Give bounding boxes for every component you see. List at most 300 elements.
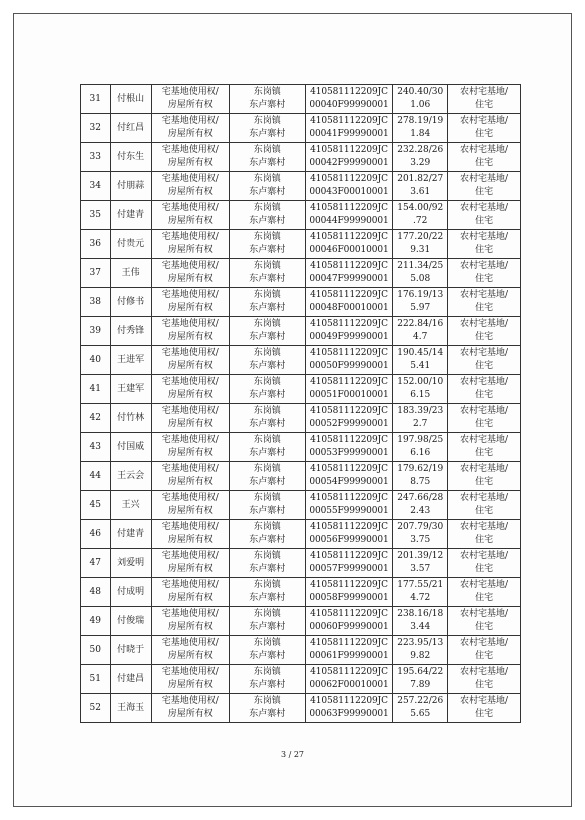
land-use-line-1: 农村宅基地/ xyxy=(460,493,509,503)
area-line-2: 5.08 xyxy=(410,274,431,284)
row-number-cell: 49 xyxy=(81,607,111,636)
parcel-code-cell xyxy=(305,375,393,404)
location-line-2: 东卢寨村 xyxy=(249,680,286,690)
location-line-1: 东岗镇 xyxy=(253,551,281,561)
location-line-1: 东岗镇 xyxy=(253,464,281,474)
area-line-1: 240.40/30 xyxy=(397,87,444,97)
parcel-code-cell xyxy=(305,404,393,433)
right-type-line-1: 宅基地使用权/ xyxy=(161,522,219,532)
right-type-line-2: 房屋所有权 xyxy=(167,680,213,690)
land-use-line-1: 农村宅基地/ xyxy=(460,348,509,358)
table-row xyxy=(81,607,521,636)
land-use-line-2: 住宅 xyxy=(475,564,494,574)
parcel-code-line-2: 00062F00010001 xyxy=(309,680,389,690)
land-use-line-1: 农村宅基地/ xyxy=(460,609,509,619)
right-type-cell xyxy=(151,694,229,723)
table-row xyxy=(81,549,521,578)
table-row xyxy=(81,85,521,114)
area-line-2: .72 xyxy=(413,216,428,226)
land-use-line-1: 农村宅基地/ xyxy=(460,377,509,387)
location-cell xyxy=(229,549,305,578)
area-line-2: 2.43 xyxy=(410,506,431,516)
area-cell xyxy=(393,578,448,607)
area-line-1: 207.79/30 xyxy=(397,522,444,532)
parcel-code-cell xyxy=(305,607,393,636)
owner-name-cell: 付国威 xyxy=(110,433,151,462)
parcel-code-line-2: 00056F99990001 xyxy=(309,535,389,545)
parcel-code-line-1: 410581112209JC xyxy=(310,174,388,184)
location-line-2: 东卢寨村 xyxy=(249,622,286,632)
land-use-line-2: 住宅 xyxy=(475,419,494,429)
parcel-code-line-1: 410581112209JC xyxy=(310,464,388,474)
owner-name-cell: 刘爱明 xyxy=(110,549,151,578)
location-line-2: 东卢寨村 xyxy=(249,274,286,284)
area-line-1: 177.20/22 xyxy=(397,232,444,242)
right-type-cell xyxy=(151,549,229,578)
location-line-2: 东卢寨村 xyxy=(249,332,286,342)
right-type-line-2: 房屋所有权 xyxy=(167,158,213,168)
parcel-code-cell xyxy=(305,317,393,346)
owner-name-cell: 王兴 xyxy=(110,491,151,520)
land-use-cell xyxy=(448,143,521,172)
parcel-code-cell xyxy=(305,172,393,201)
area-line-2: 4.7 xyxy=(413,332,428,342)
parcel-code-line-1: 410581112209JC xyxy=(310,348,388,358)
location-line-2: 东卢寨村 xyxy=(249,506,286,516)
owner-name-cell: 王云会 xyxy=(110,462,151,491)
land-use-line-1: 农村宅基地/ xyxy=(460,87,509,97)
location-line-1: 东岗镇 xyxy=(253,232,281,242)
land-use-cell xyxy=(448,549,521,578)
location-line-1: 东岗镇 xyxy=(253,493,281,503)
location-cell xyxy=(229,201,305,230)
parcel-code-line-2: 00058F99990001 xyxy=(309,593,389,603)
land-use-line-1: 农村宅基地/ xyxy=(460,435,509,445)
land-use-cell xyxy=(448,433,521,462)
area-cell xyxy=(393,346,448,375)
parcel-code-line-2: 00060F99990001 xyxy=(309,622,389,632)
parcel-code-line-1: 410581112209JC xyxy=(310,116,388,126)
location-line-1: 东岗镇 xyxy=(253,580,281,590)
land-use-line-2: 住宅 xyxy=(475,680,494,690)
land-use-cell xyxy=(448,346,521,375)
right-type-line-2: 房屋所有权 xyxy=(167,245,213,255)
owner-name-cell: 付俊瑞 xyxy=(110,607,151,636)
row-number-cell: 51 xyxy=(81,665,111,694)
right-type-line-2: 房屋所有权 xyxy=(167,506,213,516)
right-type-line-1: 宅基地使用权/ xyxy=(161,348,219,358)
owner-name-cell: 付晓于 xyxy=(110,636,151,665)
location-cell xyxy=(229,317,305,346)
location-cell xyxy=(229,288,305,317)
parcel-code-cell xyxy=(305,578,393,607)
right-type-line-2: 房屋所有权 xyxy=(167,709,213,719)
land-use-line-1: 农村宅基地/ xyxy=(460,696,509,706)
right-type-line-1: 宅基地使用权/ xyxy=(161,435,219,445)
location-cell xyxy=(229,172,305,201)
area-line-1: 176.19/13 xyxy=(397,290,444,300)
location-cell xyxy=(229,665,305,694)
right-type-cell xyxy=(151,114,229,143)
parcel-code-cell xyxy=(305,462,393,491)
location-line-1: 东岗镇 xyxy=(253,348,281,358)
right-type-line-2: 房屋所有权 xyxy=(167,129,213,139)
land-use-line-2: 住宅 xyxy=(475,129,494,139)
area-line-2: 3.44 xyxy=(410,622,431,632)
right-type-cell xyxy=(151,259,229,288)
right-type-line-1: 宅基地使用权/ xyxy=(161,493,219,503)
right-type-cell xyxy=(151,172,229,201)
table-row xyxy=(81,665,521,694)
area-line-2: 3.57 xyxy=(410,564,431,574)
right-type-cell xyxy=(151,375,229,404)
area-line-2: 4.72 xyxy=(410,593,431,603)
row-number-cell: 38 xyxy=(81,288,111,317)
land-use-line-1: 农村宅基地/ xyxy=(460,580,509,590)
owner-name-cell: 付建青 xyxy=(110,520,151,549)
table-row xyxy=(81,317,521,346)
land-use-cell xyxy=(448,259,521,288)
table-row xyxy=(81,578,521,607)
area-cell xyxy=(393,201,448,230)
land-use-cell xyxy=(448,404,521,433)
area-cell xyxy=(393,317,448,346)
parcel-code-cell xyxy=(305,491,393,520)
location-cell xyxy=(229,85,305,114)
registration-table xyxy=(80,84,521,723)
right-type-cell xyxy=(151,85,229,114)
owner-name-cell: 王伟 xyxy=(110,259,151,288)
land-use-cell xyxy=(448,694,521,723)
area-line-2: 7.89 xyxy=(410,680,431,690)
land-use-line-2: 住宅 xyxy=(475,187,494,197)
right-type-cell xyxy=(151,607,229,636)
area-line-2: 1.06 xyxy=(410,100,431,110)
parcel-code-cell xyxy=(305,230,393,259)
right-type-line-1: 宅基地使用权/ xyxy=(161,261,219,271)
right-type-cell xyxy=(151,665,229,694)
parcel-code-line-1: 410581112209JC xyxy=(310,522,388,532)
area-cell xyxy=(393,433,448,462)
owner-name-cell: 付根山 xyxy=(110,85,151,114)
parcel-code-line-1: 410581112209JC xyxy=(310,609,388,619)
owner-name-cell: 王海玉 xyxy=(110,694,151,723)
location-line-1: 东岗镇 xyxy=(253,87,281,97)
parcel-code-line-1: 410581112209JC xyxy=(310,203,388,213)
right-type-line-2: 房屋所有权 xyxy=(167,274,213,284)
parcel-code-cell xyxy=(305,346,393,375)
area-line-1: 257.22/26 xyxy=(397,696,444,706)
area-line-1: 154.00/92 xyxy=(397,203,444,213)
row-number-cell: 34 xyxy=(81,172,111,201)
table-row xyxy=(81,346,521,375)
location-line-2: 东卢寨村 xyxy=(249,593,286,603)
parcel-code-line-1: 410581112209JC xyxy=(310,667,388,677)
table-row xyxy=(81,462,521,491)
table-row xyxy=(81,259,521,288)
area-line-1: 177.55/21 xyxy=(397,580,444,590)
owner-name-cell: 付贵元 xyxy=(110,230,151,259)
parcel-code-line-2: 00046F00010001 xyxy=(309,245,389,255)
land-use-line-2: 住宅 xyxy=(475,477,494,487)
right-type-line-1: 宅基地使用权/ xyxy=(161,696,219,706)
right-type-line-1: 宅基地使用权/ xyxy=(161,87,219,97)
land-use-line-2: 住宅 xyxy=(475,274,494,284)
row-number-cell: 43 xyxy=(81,433,111,462)
location-cell xyxy=(229,346,305,375)
area-line-1: 201.82/27 xyxy=(397,174,444,184)
land-use-cell xyxy=(448,201,521,230)
land-use-cell xyxy=(448,578,521,607)
land-use-line-2: 住宅 xyxy=(475,709,494,719)
table-row xyxy=(81,694,521,723)
right-type-line-1: 宅基地使用权/ xyxy=(161,667,219,677)
table-row xyxy=(81,143,521,172)
right-type-line-1: 宅基地使用权/ xyxy=(161,232,219,242)
row-number-cell: 44 xyxy=(81,462,111,491)
table-row xyxy=(81,288,521,317)
parcel-code-cell xyxy=(305,433,393,462)
right-type-line-2: 房屋所有权 xyxy=(167,593,213,603)
right-type-line-1: 宅基地使用权/ xyxy=(161,464,219,474)
right-type-cell xyxy=(151,491,229,520)
owner-name-cell: 付建青 xyxy=(110,201,151,230)
parcel-code-line-2: 00063F99990001 xyxy=(309,709,389,719)
parcel-code-cell xyxy=(305,201,393,230)
area-cell xyxy=(393,694,448,723)
location-line-2: 东卢寨村 xyxy=(249,100,286,110)
row-number-cell: 41 xyxy=(81,375,111,404)
parcel-code-line-1: 410581112209JC xyxy=(310,87,388,97)
table-row xyxy=(81,172,521,201)
area-line-2: 3.29 xyxy=(410,158,431,168)
row-number-cell: 32 xyxy=(81,114,111,143)
parcel-code-line-1: 410581112209JC xyxy=(310,696,388,706)
owner-name-cell: 付成明 xyxy=(110,578,151,607)
table-row xyxy=(81,201,521,230)
location-line-2: 东卢寨村 xyxy=(249,187,286,197)
row-number-cell: 42 xyxy=(81,404,111,433)
area-cell xyxy=(393,491,448,520)
area-cell xyxy=(393,607,448,636)
right-type-cell xyxy=(151,288,229,317)
right-type-line-2: 房屋所有权 xyxy=(167,477,213,487)
row-number-cell: 31 xyxy=(81,85,111,114)
location-line-2: 东卢寨村 xyxy=(249,419,286,429)
area-line-1: 232.28/26 xyxy=(397,145,444,155)
table-row xyxy=(81,230,521,259)
right-type-line-2: 房屋所有权 xyxy=(167,564,213,574)
parcel-code-line-2: 00050F99990001 xyxy=(309,361,389,371)
location-line-2: 东卢寨村 xyxy=(249,245,286,255)
parcel-code-line-1: 410581112209JC xyxy=(310,435,388,445)
land-use-line-1: 农村宅基地/ xyxy=(460,145,509,155)
owner-name-cell: 付朋蒜 xyxy=(110,172,151,201)
area-cell xyxy=(393,549,448,578)
parcel-code-line-2: 00044F99990001 xyxy=(309,216,389,226)
area-cell xyxy=(393,636,448,665)
area-line-1: 238.16/18 xyxy=(397,609,444,619)
location-line-2: 东卢寨村 xyxy=(249,390,286,400)
area-line-2: 5.41 xyxy=(410,361,431,371)
location-line-1: 东岗镇 xyxy=(253,638,281,648)
right-type-cell xyxy=(151,462,229,491)
land-use-cell xyxy=(448,230,521,259)
right-type-line-2: 房屋所有权 xyxy=(167,390,213,400)
location-cell xyxy=(229,143,305,172)
land-use-cell xyxy=(448,288,521,317)
row-number-cell: 45 xyxy=(81,491,111,520)
area-line-2: 6.15 xyxy=(410,390,431,400)
area-line-1: 201.39/12 xyxy=(397,551,444,561)
parcel-code-line-1: 410581112209JC xyxy=(310,319,388,329)
parcel-code-line-1: 410581112209JC xyxy=(310,261,388,271)
row-number-cell: 50 xyxy=(81,636,111,665)
location-line-2: 东卢寨村 xyxy=(249,564,286,574)
right-type-cell xyxy=(151,201,229,230)
land-use-line-2: 住宅 xyxy=(475,651,494,661)
right-type-cell xyxy=(151,433,229,462)
owner-name-cell: 付修书 xyxy=(110,288,151,317)
land-use-line-1: 农村宅基地/ xyxy=(460,522,509,532)
right-type-cell xyxy=(151,143,229,172)
table-row xyxy=(81,636,521,665)
location-cell xyxy=(229,694,305,723)
right-type-line-2: 房屋所有权 xyxy=(167,303,213,313)
location-cell xyxy=(229,404,305,433)
right-type-cell xyxy=(151,230,229,259)
area-cell xyxy=(393,375,448,404)
location-line-1: 东岗镇 xyxy=(253,696,281,706)
row-number-cell: 46 xyxy=(81,520,111,549)
parcel-code-line-1: 410581112209JC xyxy=(310,145,388,155)
land-use-line-1: 农村宅基地/ xyxy=(460,551,509,561)
owner-name-cell: 付秀锋 xyxy=(110,317,151,346)
area-line-2: 6.16 xyxy=(410,448,431,458)
area-line-1: 179.62/19 xyxy=(397,464,444,474)
area-cell xyxy=(393,288,448,317)
parcel-code-line-2: 00042F99990001 xyxy=(309,158,389,168)
land-use-cell xyxy=(448,665,521,694)
row-number-cell: 40 xyxy=(81,346,111,375)
land-use-line-2: 住宅 xyxy=(475,535,494,545)
land-use-line-2: 住宅 xyxy=(475,216,494,226)
right-type-line-1: 宅基地使用权/ xyxy=(161,203,219,213)
land-use-cell xyxy=(448,491,521,520)
right-type-line-1: 宅基地使用权/ xyxy=(161,377,219,387)
parcel-code-line-2: 00053F99990001 xyxy=(309,448,389,458)
parcel-code-cell xyxy=(305,259,393,288)
location-line-2: 东卢寨村 xyxy=(249,477,286,487)
location-line-2: 东卢寨村 xyxy=(249,303,286,313)
right-type-line-1: 宅基地使用权/ xyxy=(161,609,219,619)
parcel-code-line-2: 00054F99990001 xyxy=(309,477,389,487)
location-cell xyxy=(229,114,305,143)
area-cell xyxy=(393,665,448,694)
parcel-code-line-1: 410581112209JC xyxy=(310,638,388,648)
owner-name-cell: 付竹林 xyxy=(110,404,151,433)
location-cell xyxy=(229,375,305,404)
parcel-code-cell xyxy=(305,114,393,143)
location-cell xyxy=(229,433,305,462)
location-line-2: 东卢寨村 xyxy=(249,535,286,545)
area-line-2: 9.82 xyxy=(410,651,431,661)
location-cell xyxy=(229,462,305,491)
row-number-cell: 47 xyxy=(81,549,111,578)
area-line-1: 247.66/28 xyxy=(397,493,444,503)
land-use-line-1: 农村宅基地/ xyxy=(460,174,509,184)
land-use-line-2: 住宅 xyxy=(475,245,494,255)
right-type-cell xyxy=(151,317,229,346)
parcel-code-cell xyxy=(305,288,393,317)
parcel-code-line-1: 410581112209JC xyxy=(310,493,388,503)
row-number-cell: 35 xyxy=(81,201,111,230)
area-line-2: 5.97 xyxy=(410,303,431,313)
location-line-1: 东岗镇 xyxy=(253,203,281,213)
right-type-cell xyxy=(151,346,229,375)
right-type-line-1: 宅基地使用权/ xyxy=(161,145,219,155)
land-use-line-2: 住宅 xyxy=(475,332,494,342)
location-line-1: 东岗镇 xyxy=(253,261,281,271)
right-type-line-1: 宅基地使用权/ xyxy=(161,580,219,590)
parcel-code-line-1: 410581112209JC xyxy=(310,290,388,300)
land-use-cell xyxy=(448,607,521,636)
table-row xyxy=(81,491,521,520)
owner-name-cell: 王进军 xyxy=(110,346,151,375)
owner-name-cell: 付建昌 xyxy=(110,665,151,694)
row-number-cell: 48 xyxy=(81,578,111,607)
parcel-code-cell xyxy=(305,636,393,665)
land-use-cell xyxy=(448,114,521,143)
area-cell xyxy=(393,114,448,143)
area-cell xyxy=(393,230,448,259)
right-type-line-1: 宅基地使用权/ xyxy=(161,319,219,329)
area-cell xyxy=(393,520,448,549)
land-use-line-1: 农村宅基地/ xyxy=(460,464,509,474)
row-number-cell: 39 xyxy=(81,317,111,346)
row-number-cell: 37 xyxy=(81,259,111,288)
right-type-line-1: 宅基地使用权/ xyxy=(161,290,219,300)
right-type-line-1: 宅基地使用权/ xyxy=(161,551,219,561)
parcel-code-cell xyxy=(305,85,393,114)
row-number-cell: 36 xyxy=(81,230,111,259)
location-cell xyxy=(229,259,305,288)
table-row xyxy=(81,404,521,433)
location-cell xyxy=(229,607,305,636)
land-use-cell xyxy=(448,636,521,665)
land-use-cell xyxy=(448,520,521,549)
right-type-line-2: 房屋所有权 xyxy=(167,651,213,661)
parcel-code-line-2: 00055F99990001 xyxy=(309,506,389,516)
location-cell xyxy=(229,578,305,607)
area-line-2: 8.75 xyxy=(410,477,431,487)
location-line-1: 东岗镇 xyxy=(253,290,281,300)
right-type-line-1: 宅基地使用权/ xyxy=(161,638,219,648)
right-type-line-2: 房屋所有权 xyxy=(167,419,213,429)
land-use-line-2: 住宅 xyxy=(475,158,494,168)
location-line-1: 东岗镇 xyxy=(253,435,281,445)
location-line-1: 东岗镇 xyxy=(253,319,281,329)
area-cell xyxy=(393,172,448,201)
land-use-line-1: 农村宅基地/ xyxy=(460,232,509,242)
location-line-1: 东岗镇 xyxy=(253,667,281,677)
parcel-code-line-1: 410581112209JC xyxy=(310,580,388,590)
parcel-code-cell xyxy=(305,694,393,723)
area-line-1: 183.39/23 xyxy=(397,406,444,416)
area-line-1: 190.45/14 xyxy=(397,348,444,358)
land-use-line-1: 农村宅基地/ xyxy=(460,406,509,416)
right-type-line-2: 房屋所有权 xyxy=(167,448,213,458)
